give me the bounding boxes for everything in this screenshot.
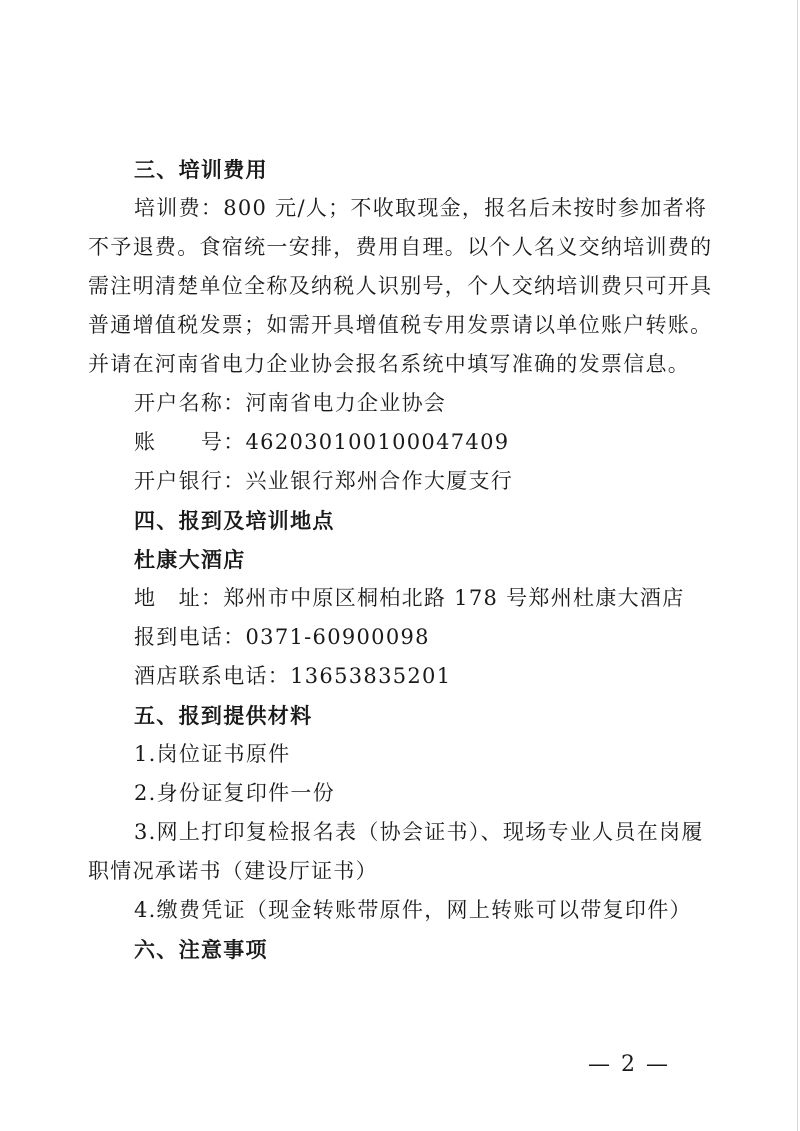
page-number: — 2 — bbox=[588, 1052, 670, 1077]
account-bank-line: 开户银行：兴业银行郑州合作大厦支行 bbox=[134, 469, 514, 493]
binding-edge-line bbox=[797, 0, 798, 1131]
account-name-line: 开户名称：河南省电力企业协会 bbox=[134, 391, 447, 415]
checkin-phone-line: 报到电话：0371-60900098 bbox=[134, 625, 430, 649]
material-item-4: 4.缴费凭证（现金转账带原件，网上转账可以带复印件） bbox=[134, 898, 692, 922]
section-4-heading: 四、报到及培训地点 bbox=[134, 508, 335, 533]
material-item-2: 2.身份证复印件一份 bbox=[134, 781, 336, 805]
material-item-1: 1.岗位证书原件 bbox=[134, 742, 291, 766]
hotel-phone-line: 酒店联系电话：13653835201 bbox=[134, 664, 452, 688]
section-3-heading: 三、培训费用 bbox=[134, 157, 268, 182]
hotel-name: 杜康大酒店 bbox=[134, 547, 246, 572]
section-6-heading: 六、注意事项 bbox=[134, 937, 268, 962]
account-number-line: 账 号：462030100100047409 bbox=[134, 430, 510, 454]
section-5-heading: 五、报到提供材料 bbox=[134, 703, 313, 728]
material-item-3: 3.网上打印复检报名表（协会证书）、现场专业人员在岗履职情况承诺书（建设厅证书） bbox=[88, 820, 704, 883]
training-fee-paragraph: 培训费：800 元/人；不收取现金，报名后未按时参加者将不予退费。食宿统一安排，费用自理。以个人名义交纳培训费的需注明清楚单位全称及纳税人识别号，个人交纳培训费只可开具普通增值税发票；如需开具增值税专用发票请以单位账户转账。并请在河南省电力企业协会报名系统中填写准确的发票信息。 bbox=[88, 196, 713, 376]
hotel-address-line: 地 址：郑州市中原区桐柏北路 178 号郑州杜康大酒店 bbox=[134, 586, 685, 610]
document-body bbox=[88, 150, 713, 969]
